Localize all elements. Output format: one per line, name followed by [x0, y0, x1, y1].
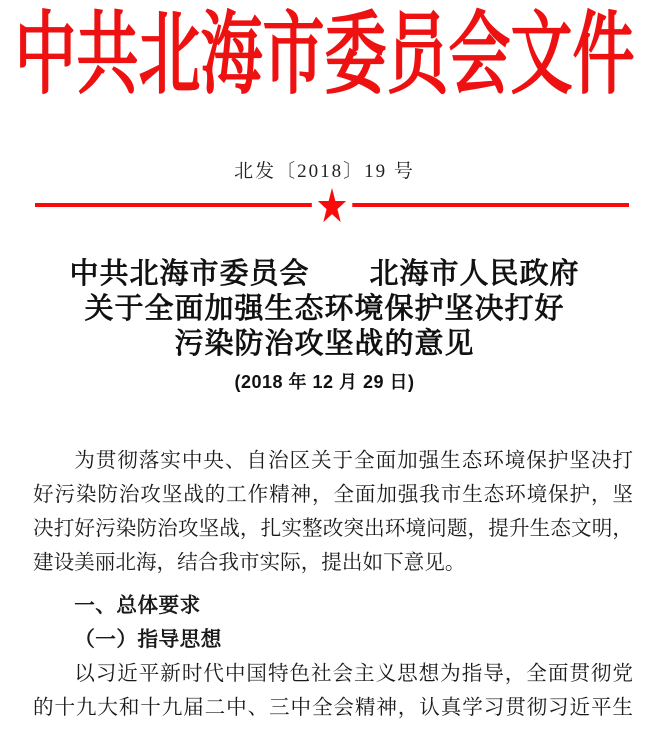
body-line: 好污染防治攻坚战的工作精神，全面加强我市生态环境保护，坚 — [33, 484, 633, 506]
document-title-line-3: 污染防治攻坚战的意见 — [174, 328, 475, 360]
section-heading: 一、总体要求 — [74, 594, 201, 617]
red-separator — [35, 179, 629, 234]
body-line: 决打好污染防治攻坚战，扎实整改突出环境问题，提升生态文明， — [33, 518, 633, 540]
body-line: 以习近平新时代中国特色社会主义思想为指导，全面贯彻党 — [74, 663, 633, 685]
document-title-line-2: 关于全面加强生态环境保护坚决打好 — [84, 293, 565, 325]
body-line: 建设美丽北海，结合我市实际，提出如下意见。 — [33, 552, 466, 574]
document-date: (2018 年 12 月 29 日) — [234, 372, 415, 392]
body-line: 为贯彻落实中央、自治区关于全面加强生态环境保护坚决打 — [74, 450, 633, 472]
document-title-line-1: 中共北海市委员会 北海市人民政府 — [69, 258, 580, 290]
document-number: 北发〔2018〕19 号 — [234, 161, 415, 182]
body-line: 的十九大和十九届二中、三中全会精神，认真学习贯彻习近平生 — [33, 697, 633, 719]
document-body — [33, 444, 633, 725]
subsection-heading: （一）指导思想 — [74, 629, 222, 651]
star-icon: ★ — [312, 183, 352, 230]
masthead-title: 中共北海市委员会文件 — [14, 6, 635, 106]
document-title — [0, 257, 649, 362]
